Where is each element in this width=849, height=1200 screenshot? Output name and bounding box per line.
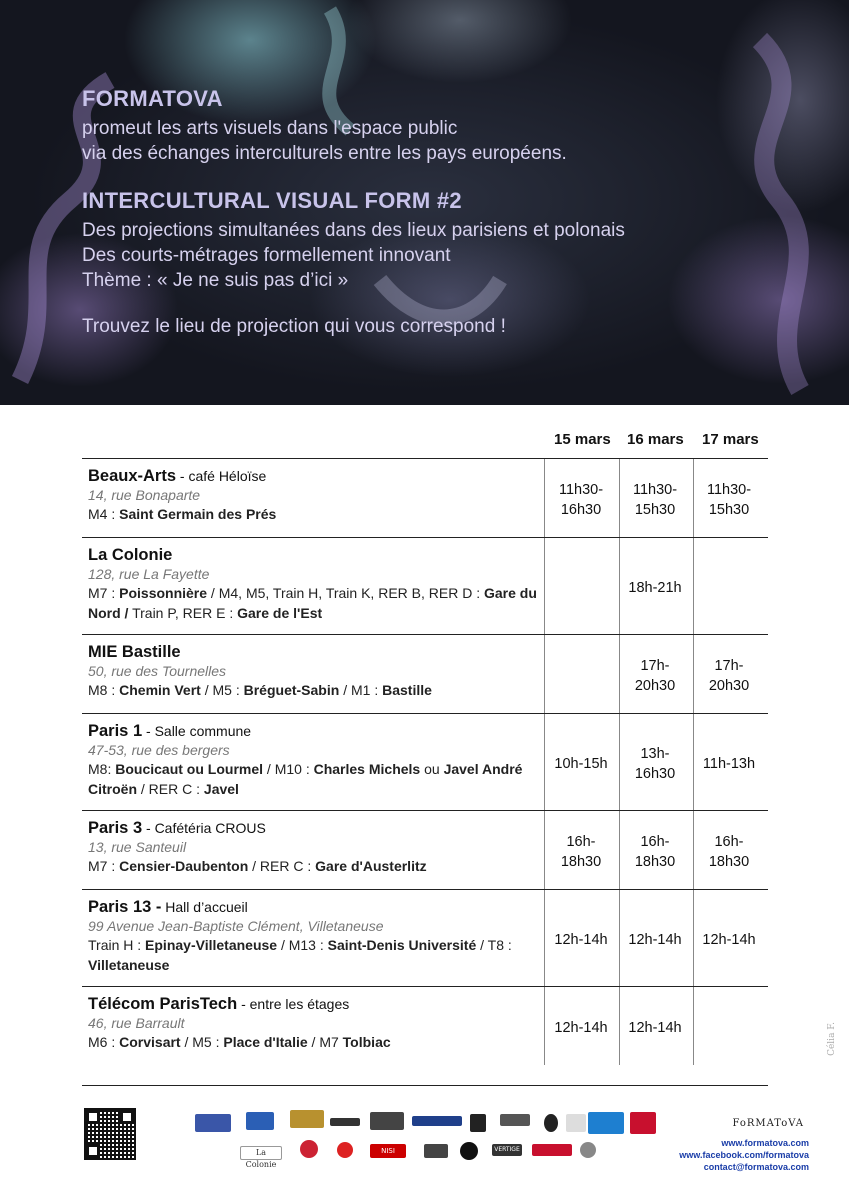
venue-room: - entre les étages: [237, 996, 350, 1012]
partner-logo: [337, 1142, 353, 1158]
venue-room: Hall d’accueil: [161, 899, 248, 915]
header-day-1: 15 mars: [554, 431, 611, 448]
ivf-line: Des courts-métrages formellement innovant: [82, 245, 451, 266]
time-slot-day-2: 18h-21h: [628, 580, 682, 596]
venue-name: Paris 1: [88, 722, 143, 740]
venue-cell: [82, 459, 548, 524]
venue-cell: [82, 714, 548, 799]
venue-address: 13, rue Santeuil: [88, 839, 187, 855]
partner-logo: [195, 1114, 231, 1132]
partner-logo: [470, 1114, 486, 1132]
time-slot-day-1: 11h30- 16h30: [558, 482, 604, 518]
hero-banner: [0, 0, 849, 405]
venue-cell: [82, 890, 548, 975]
table-row: [82, 810, 768, 889]
partner-logo: [532, 1144, 572, 1156]
facebook-link[interactable]: www.facebook.com/formatova: [679, 1150, 809, 1160]
email-link[interactable]: contact@formatova.com: [703, 1162, 809, 1172]
time-slot-day-3: 11h-13h: [702, 756, 756, 772]
time-slot-day-3: 11h30- 15h30: [706, 482, 752, 518]
venue-room: - café Héloïse: [176, 468, 267, 484]
table-row: [82, 458, 768, 537]
partner-logo: [566, 1114, 586, 1132]
time-slot-day-3: 12h-14h: [702, 932, 756, 948]
venue-transport: M8 : Chemin Vert / M5 : Bréguet-Sabin / M1 : Bastille: [88, 682, 432, 698]
venue-transport: Train H : Epinay-Villetaneuse / M13 : Saint-Denis Université / T8 : Villetaneuse: [88, 937, 512, 973]
time-slot-day-2: 11h30- 15h30: [632, 482, 678, 518]
time-slot-day-3: 16h- 18h30: [708, 834, 750, 870]
time-slot-day-1: 16h- 18h30: [560, 834, 602, 870]
venue-address: 128, rue La Fayette: [88, 566, 210, 582]
ivf-title: INTERCULTURAL VISUAL FORM #2: [82, 188, 462, 213]
venue-transport: M4 : Saint Germain des Prés: [88, 506, 277, 522]
table-header: [82, 428, 768, 458]
time-slot-day-3: 17h- 20h30: [708, 658, 750, 694]
partner-logo: [424, 1144, 448, 1158]
column-divider: [544, 538, 545, 634]
ivf-line: Des projections simultanées dans des lieux parisiens et polonais: [82, 220, 625, 241]
time-slot-day-1: 10h-15h: [554, 756, 608, 772]
venue-cell: [82, 635, 548, 700]
venue-name: MIE Bastille: [88, 643, 181, 661]
venue-name: Paris 3: [88, 819, 143, 837]
time-slot-day-2: 13h- 16h30: [634, 746, 676, 782]
footer-rule: [82, 1085, 768, 1087]
partner-logo: [370, 1112, 404, 1130]
time-slot-day-2: 12h-14h: [628, 1020, 682, 1036]
venue-transport: M7 : Censier-Daubenton / RER C : Gare d'Austerlitz: [88, 858, 427, 874]
partner-logo-la-colonie: La Colonie: [240, 1146, 282, 1160]
table-row: [82, 537, 768, 634]
partner-logo: [412, 1116, 462, 1126]
venue-address: 99 Avenue Jean-Baptiste Clément, Villetaneuse: [88, 918, 384, 934]
table-row: [82, 986, 768, 1065]
time-slot-day-2: 16h- 18h30: [634, 834, 676, 870]
partner-logo-nisimasa: NISI MASA: [370, 1144, 406, 1158]
time-slot-day-1: 12h-14h: [554, 932, 608, 948]
schedule-table: [82, 428, 768, 1065]
partner-logo: [580, 1142, 596, 1158]
venue-room: - Cafétéria CROUS: [142, 820, 266, 836]
qr-code[interactable]: [84, 1108, 136, 1160]
intro-line: via des échanges interculturels entre les pays européens.: [82, 143, 567, 164]
venue-transport: M7 : Poissonnière / M4, M5, Train H, Train K, RER B, RER D : Gare du Nord / Train P, RER E : Gare de l'Est: [88, 585, 537, 621]
partner-logo: [246, 1112, 274, 1130]
partner-logo-vertige: VERTIGE: [492, 1144, 522, 1156]
venue-cell: [82, 538, 548, 623]
venue-name: Paris 13 -: [88, 898, 162, 916]
brand-title: FORMATOVA: [82, 86, 223, 111]
column-divider: [544, 635, 545, 713]
formatova-logo: FoRMAToVA: [732, 1118, 804, 1129]
venue-cell: [82, 811, 548, 876]
column-divider: [693, 987, 694, 1065]
venue-address: 50, rue des Tournelles: [88, 663, 227, 679]
venue-name: Beaux-Arts: [88, 467, 177, 485]
time-slot-day-1: 12h-14h: [554, 1020, 608, 1036]
time-slot-day-2: 17h- 20h30: [634, 658, 676, 694]
venue-name: La Colonie: [88, 546, 173, 564]
table-row: [82, 634, 768, 713]
venue-cell: [82, 987, 548, 1052]
header-day-2: 16 mars: [627, 431, 684, 448]
website-link[interactable]: www.formatova.com: [721, 1138, 809, 1148]
call-to-action: Trouvez le lieu de projection qui vous correspond !: [82, 316, 506, 337]
contact-links: [679, 1137, 809, 1173]
hero-text: [82, 86, 782, 339]
table-row: [82, 713, 768, 810]
partner-logo: [300, 1140, 318, 1158]
header-day-3: 17 mars: [702, 431, 759, 448]
partner-logo: [460, 1142, 478, 1160]
ivf-line: Thème : « Je ne suis pas d’ici »: [82, 270, 349, 291]
partner-logo: [630, 1112, 656, 1134]
column-divider: [693, 538, 694, 634]
partner-logo: [500, 1114, 530, 1126]
partner-logo: [330, 1118, 360, 1126]
intro-line: promeut les arts visuels dans l'espace public: [82, 118, 458, 139]
venue-room: - Salle commune: [142, 723, 252, 739]
table-row: [82, 889, 768, 986]
venue-address: 14, rue Bonaparte: [88, 487, 201, 503]
venue-transport: M8: Boucicaut ou Lourmel / M10 : Charles Michels ou Javel André Citroën / RER C : Javel: [88, 761, 523, 797]
venue-name: Télécom ParisTech: [88, 995, 238, 1013]
partner-logo: [588, 1112, 624, 1134]
venue-address: 47-53, rue des bergers: [88, 742, 230, 758]
photo-credit: Célia F.: [827, 1022, 837, 1056]
table-body: [82, 458, 768, 1065]
venue-transport: M6 : Corvisart / M5 : Place d'Italie / M7 Tolbiac: [88, 1034, 391, 1050]
partner-logo: [544, 1114, 558, 1132]
partner-logo: [290, 1110, 324, 1128]
venue-address: 46, rue Barrault: [88, 1015, 185, 1031]
time-slot-day-2: 12h-14h: [628, 932, 682, 948]
